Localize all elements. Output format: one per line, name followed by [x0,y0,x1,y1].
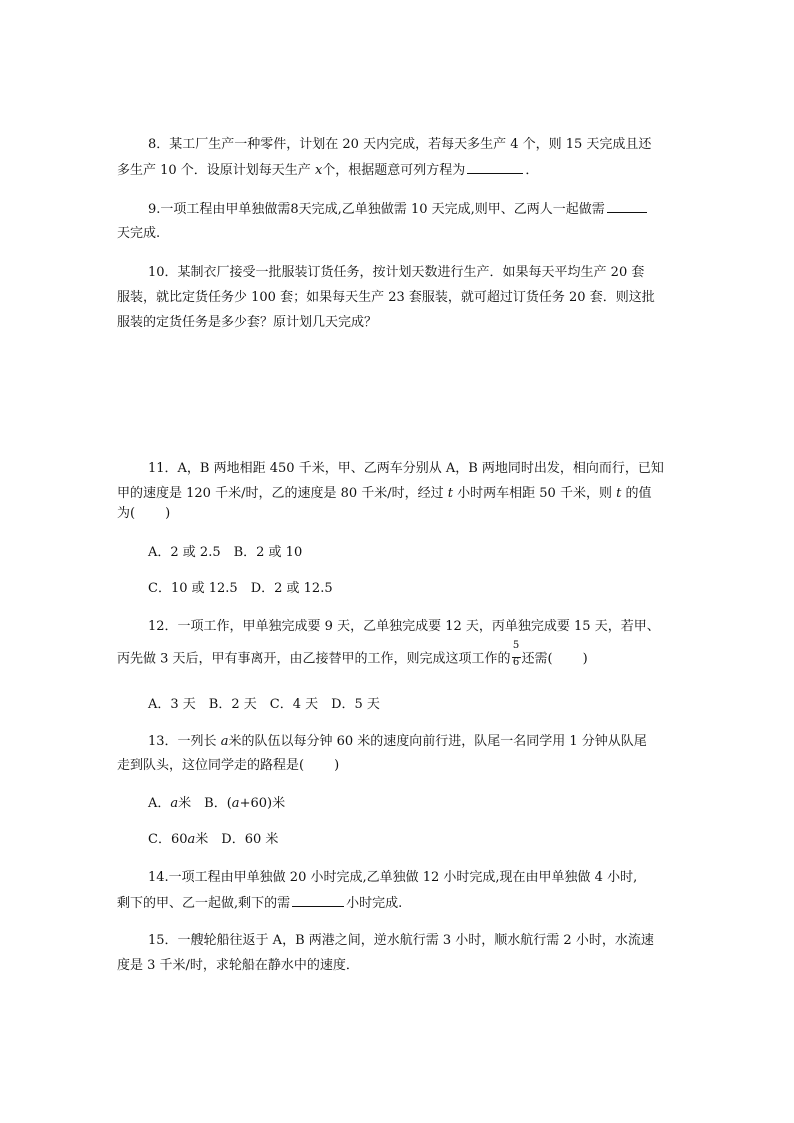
variable-a: a [220,734,229,749]
variable-x: x [314,163,323,178]
fraction: $\frac{5}{6}$ [512,640,520,668]
q13-line-2: 走到队头，这位同学走的路程是( ) [117,758,340,773]
q8-line-2: 多生产 10 个．设原计划每天生产 x个，根据题意可列方程为 ． [117,163,539,178]
q11-options-cd: C．10 或 12.5 D．2 或 12.5 [148,581,333,596]
q13-line-1: 13．一列长 a米的队伍以每分钟 60 米的速度向前行进，队尾一名同学用 1 分钟从队尾 [148,734,647,749]
q13-options-cd: C．60a米 D．60 米 [148,832,279,847]
q12-line-2: 丙先做 3 天后，甲有事离开，由乙接替甲的工作，则完成这项工作的 $\frac{5}{6}$ 还需( ) [117,640,588,668]
q11-line-3: 为( ) [117,506,171,521]
q11-line-1: 11．A，B 两地相距 450 千米，甲、乙两车分别从 A，B 两地同时出发，相向而行，已知 [148,461,664,476]
answer-blank[interactable] [607,200,647,213]
q11-options-ab: A．2 或 2.5 B．2 或 10 [148,545,303,560]
variable-t: t [447,486,454,501]
variable-t: t [616,486,622,501]
answer-blank[interactable] [292,894,344,907]
q8-line-1: 8．某工厂生产一种零件，计划在 20 天内完成，若每天多生产 4 个，则 15 天完成且还 [148,137,652,152]
q11-line-2: 甲的速度是 120 千米/时，乙的速度是 80 千米/时，经过 t 小时两车相距 50 千米，则 t 的值 [117,486,652,501]
q10-line-3: 服装的定货任务是多少套？原计划几天完成？ [117,315,378,330]
q15-line-2: 度是 3 千米/时，求轮船在静水中的速度． [117,958,359,973]
q15-line-1: 15．一艘轮船往返于 A，B 两港之间，逆水航行需 3 小时，顺水航行需 2 小时，水流速 [148,933,654,948]
q12-line-1: 12．一项工作，甲单独完成要 9 天，乙单独完成要 12 天，丙单独完成要 15 天，若甲、 [148,619,660,634]
q14-line-2: 剩下的甲、乙一起做,剩下的需 小时完成. [117,896,403,911]
q14-line-1: 14.一项工程由甲单独做 20 小时完成,乙单独做 12 小时完成,现在由甲单独做 4 小时, [148,870,638,885]
q13-options-ab: A．a米 B．(a+60)米 [148,796,286,811]
answer-blank[interactable] [467,161,523,174]
q10-line-2: 服装，就比定货任务少 100 套；如果每天生产 23 套服装，就可超过订货任务 20 套．则这批 [117,290,655,305]
q10-line-1: 10．某制衣厂接受一批服装订货任务，按计划天数进行生产．如果每天平均生产 20 套 [148,265,645,280]
q12-options: A．3 天 B．2 天 C．4 天 D．5 天 [148,697,380,712]
q9-line-1: 9.一项工程由甲单独做需8天完成,乙单独做需 10 天完成,则甲、乙两人一起做需 [148,200,649,219]
q9-line-2: 天完成. [117,226,161,241]
